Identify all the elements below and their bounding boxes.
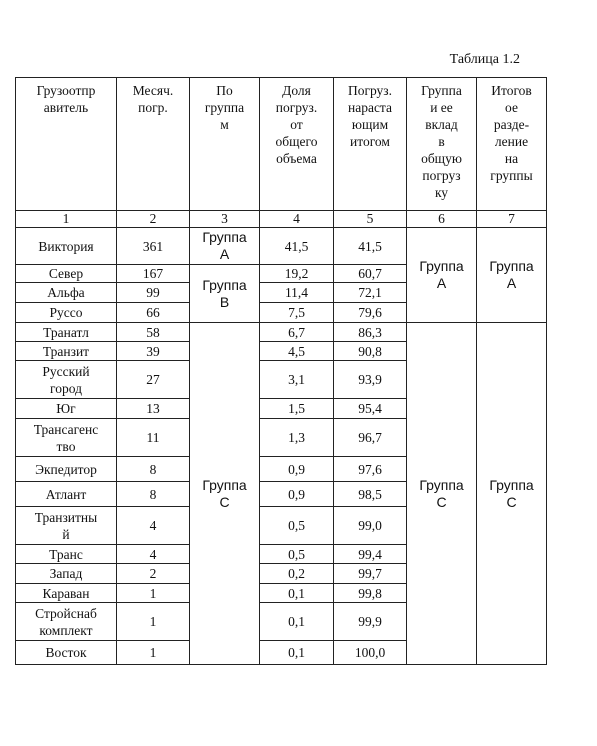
share-value: 0,5 <box>260 545 334 564</box>
share-value: 19,2 <box>260 265 334 283</box>
monthly-load: 8 <box>117 482 190 507</box>
cumulative-value: 96,7 <box>334 419 407 457</box>
share-value: 0,1 <box>260 584 334 603</box>
header-cumulative: Погруз. нараста ющим итогом <box>334 78 407 211</box>
share-value: 7,5 <box>260 303 334 323</box>
column-number: 3 <box>190 211 260 228</box>
cumulative-value: 99,0 <box>334 507 407 545</box>
shipper-name: Север <box>16 265 117 283</box>
shipper-name: Руссо <box>16 303 117 323</box>
monthly-load: 167 <box>117 265 190 283</box>
monthly-load: 361 <box>117 228 190 265</box>
column-number: 6 <box>407 211 477 228</box>
cumulative-value: 90,8 <box>334 342 407 361</box>
shipper-name: Транзит <box>16 342 117 361</box>
monthly-load: 4 <box>117 507 190 545</box>
monthly-load: 1 <box>117 641 190 665</box>
group-cell-col3: Группа С <box>190 323 260 665</box>
shipper-name: Виктория <box>16 228 117 265</box>
shipper-name: Транатл <box>16 323 117 342</box>
monthly-load: 13 <box>117 399 190 419</box>
monthly-load: 99 <box>117 283 190 303</box>
header-group-contribution: Группа и ее вклад в общую погруз ку <box>407 78 477 211</box>
monthly-load: 11 <box>117 419 190 457</box>
monthly-load: 1 <box>117 584 190 603</box>
group-cell-col6: Группа С <box>407 323 477 665</box>
share-value: 11,4 <box>260 283 334 303</box>
share-value: 4,5 <box>260 342 334 361</box>
group-cell-col6: Группа А <box>407 228 477 323</box>
monthly-load: 2 <box>117 564 190 584</box>
share-value: 0,2 <box>260 564 334 584</box>
header-by-groups: По группа м <box>190 78 260 211</box>
header-monthly: Месяч. погр. <box>117 78 190 211</box>
group-cell-col3: Группа В <box>190 265 260 323</box>
cumulative-value: 60,7 <box>334 265 407 283</box>
shipper-name: Караван <box>16 584 117 603</box>
cumulative-value: 99,4 <box>334 545 407 564</box>
share-value: 0,9 <box>260 457 334 482</box>
column-number: 7 <box>477 211 547 228</box>
cumulative-value: 97,6 <box>334 457 407 482</box>
share-value: 6,7 <box>260 323 334 342</box>
shipper-name: Русский город <box>16 361 117 399</box>
share-value: 1,5 <box>260 399 334 419</box>
group-cell-col7: Группа С <box>477 323 547 665</box>
group-cell-col3: Группа А <box>190 228 260 265</box>
table-row <box>16 228 547 265</box>
header-final-division: Итогов ое разде- ление на группы <box>477 78 547 211</box>
cumulative-value: 72,1 <box>334 283 407 303</box>
shipper-name: Экпедитор <box>16 457 117 482</box>
cumulative-value: 99,8 <box>334 584 407 603</box>
header-row <box>16 78 547 211</box>
shipper-name: Атлант <box>16 482 117 507</box>
share-value: 41,5 <box>260 228 334 265</box>
cumulative-value: 100,0 <box>334 641 407 665</box>
shipper-name: Транзитны й <box>16 507 117 545</box>
share-value: 0,1 <box>260 641 334 665</box>
share-value: 1,3 <box>260 419 334 457</box>
shipper-name: Стройснаб комплект <box>16 603 117 641</box>
cumulative-value: 41,5 <box>334 228 407 265</box>
cumulative-value: 99,9 <box>334 603 407 641</box>
cumulative-value: 86,3 <box>334 323 407 342</box>
shipper-name: Восток <box>16 641 117 665</box>
column-number-row <box>16 211 547 228</box>
monthly-load: 39 <box>117 342 190 361</box>
monthly-load: 27 <box>117 361 190 399</box>
column-number: 5 <box>334 211 407 228</box>
table-caption: Таблица 1.2 <box>449 52 520 67</box>
share-value: 0,1 <box>260 603 334 641</box>
share-value: 0,9 <box>260 482 334 507</box>
header-shipper: Грузоотпр авитель <box>16 78 117 211</box>
column-number: 1 <box>16 211 117 228</box>
cumulative-value: 98,5 <box>334 482 407 507</box>
shipper-name: Запад <box>16 564 117 584</box>
group-cell-col7: Группа А <box>477 228 547 323</box>
cumulative-value: 93,9 <box>334 361 407 399</box>
monthly-load: 66 <box>117 303 190 323</box>
shipper-name: Трансагенс тво <box>16 419 117 457</box>
monthly-load: 1 <box>117 603 190 641</box>
column-number: 2 <box>117 211 190 228</box>
monthly-load: 58 <box>117 323 190 342</box>
monthly-load: 8 <box>117 457 190 482</box>
shipper-name: Альфа <box>16 283 117 303</box>
cumulative-value: 95,4 <box>334 399 407 419</box>
table-row <box>16 323 547 342</box>
share-value: 0,5 <box>260 507 334 545</box>
cumulative-value: 79,6 <box>334 303 407 323</box>
cumulative-value: 99,7 <box>334 564 407 584</box>
share-value: 3,1 <box>260 361 334 399</box>
shipper-name: Транс <box>16 545 117 564</box>
column-number: 4 <box>260 211 334 228</box>
shipper-abc-table <box>15 77 547 665</box>
header-share: Доля погруз. от общего объема <box>260 78 334 211</box>
shipper-name: Юг <box>16 399 117 419</box>
monthly-load: 4 <box>117 545 190 564</box>
